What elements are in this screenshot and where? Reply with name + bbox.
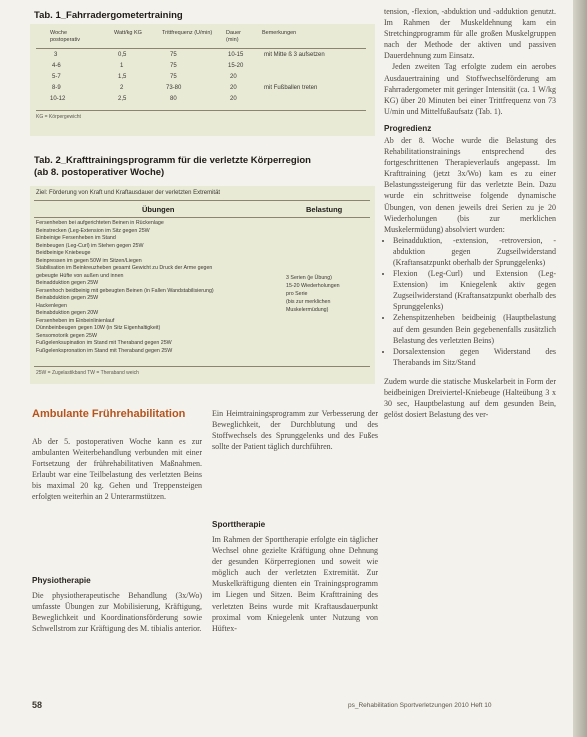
list-item: • Beinadduktion, -extension, -retroversion, -abduktion gegen Zugseilwiderstand (Kraftansatzpunkt oberhalb der Sprunggelenks) [393,235,556,268]
list-item: Fersenheben im Einbeinlinienlauf [36,317,115,324]
table1-cell: 8-9 [52,85,61,91]
table2-goal: Ziel: Förderung von Kraft und Kraftausdauer der verletzten Extremität [36,190,221,196]
table1-cell: 20 [230,74,237,80]
table1-cell: 4-6 [52,63,61,69]
table1-header-duration: Dauer (min) [226,30,241,43]
table2-title-line2: (ab 8. postoperativer Woche) [34,167,165,178]
section-heading-ambulante: Ambulante Frührehabilitation [32,408,186,420]
list-item: Fersenhoch beidbeinig mit gebeugten Beinen (in Fallen Wandstabilisierung) [36,287,214,294]
list-item: • Zehenspitzenheben beidbeinig (Hauptbelastung auf dem gesunden Bein gegebenenfalls zusätzlich Belastung des verletzten Beins) [393,312,556,345]
table1-cell: 0,5 [118,52,127,58]
table1 [30,24,375,136]
list-item: Sensomotorik gegen 25W [36,332,97,339]
page-binding-shadow [573,0,587,737]
paragraph: tension, -flexion, -abduktion und -adduktion genutzt. Im Rahmen der Muskeldehnung kam ein Stretchingprogramm für alle großen Muskelgruppen nach der Methode der aktiven und passiven Dauerdehnung zum Einsatz. [384,7,556,61]
table2-rule [34,200,370,201]
table1-header-remarks: Bemerkungen [262,30,297,36]
load-line: 3 Serien (je Übung) [286,275,332,281]
list-item: Fußgelenksupination im Stand mit Theraband gegen 25W [36,340,172,346]
table1-cell: 1 [120,63,124,69]
table1-cell: 80 [170,96,177,102]
table1-cell: 73-80 [166,85,182,91]
left-column-physio: Die physiotherapeutische Behandlung (3x/Wo) umfasste Übungen zur Mobilisierung, Kräftigung, Beweglichkeit und Koordinationsförderung sowie Schwellstrom zur Kräftigung des M. tibialis anterior. [32,591,202,634]
table1-cell: 2 [120,85,124,91]
table1-cell: 10-12 [50,96,66,102]
table1-cell: 10-15 [228,52,244,58]
physiotherapie-heading: Physiotherapie [32,576,91,585]
table1-cell: 20 [230,96,237,102]
table1-cell: 1,5 [118,74,127,80]
paragraph: Zudem wurde die statische Muskelarbeit in Form der beidbeinigen Dreiviertel-Kniebeuge (Halteübung 3 x 30 sec, Hauptbelastung auf dem gesunden Bein, gelöst dosiert Belastung des ver- [384,376,556,420]
table2 [30,186,375,384]
load-line: Muskelermüdung) [286,307,329,313]
table2-title-line1: Tab. 2_Krafttrainingsprogramm für die verletzte Körperregion [34,155,311,166]
table1-cell: 75 [170,63,177,69]
table1-cell: 15-20 [228,63,244,69]
list-item: • Dorsalextension gegen Widerstand des Therabands im Sitz/Stand [393,346,556,368]
table2-rule [34,366,370,367]
middle-column-sport: Im Rahmen der Sporttherapie erfolgte ein täglicher Wechsel ohne gezielte Kräftigung ohne Dehnung der gesunden Körperregionen und soweit wie möglich auch der verletzten Extremität. Zur Muskelkräftigung dienten ein Trainingsprogramm im Liegen und Sitzen. Beim Krafttraining des verletzten Beins wurde mit Kraftausdauerpunkt proximal vom Kniegelenk unter Nutzung von Hüftex- [212,535,378,633]
table2-rule [34,217,370,218]
table1-cell: mit Mitte ß 3 aufsetzen [264,52,325,58]
progredienz-heading: Progredienz [384,123,432,133]
table1-footnote: KG = Körpergewicht [36,114,81,120]
sporttherapie-heading: Sporttherapie [212,520,266,529]
list-item: gebeugte Hüfte von außen und innen [36,272,124,279]
list-item: Beinabduktion gegen 25W [36,295,99,301]
table2-load-description [286,274,340,314]
page-number: 58 [32,700,43,710]
table1-title: Tab. 1_Fahrradergometertraining [34,10,183,21]
running-footer: ps_Rehabilitation Sportverletzungen 2010 Heft 10 [348,702,492,709]
list-item: Einbeinige Fersenheben im Stand [36,235,116,241]
list-item: Fersenheben bei aufgerichteten Beinen in Rückenlage [36,220,164,226]
load-line: pro Serie [286,291,308,297]
right-column [384,6,556,420]
table2-header-load: Belastung [306,205,343,214]
table1-cell: mit Fußballen treten [264,85,318,91]
list-item: Beinpressen im gegen 50W im Sitzen/Liegen [36,257,142,264]
table2-header-exercises: Übungen [142,205,175,214]
list-item: Beidbeinige Kniebeuge [36,250,91,256]
table1-header-cadence: Trittfrequenz (U/min) [162,30,213,36]
table2-footnote: 25W = Zugelastikband TW = Theraband weich [36,370,139,376]
table1-cell: 20 [230,85,237,91]
table1-cell: 75 [170,52,177,58]
bullet-list [384,235,556,368]
list-item: Dünnbeinbeugen gegen 10W (in Sitz Eigenhaltigkeit) [36,325,161,331]
list-item: • Flexion (Leg-Curl) und Extension (Leg-Extension) im Kniegelenk aktiv gegen Zugseilwiderstand (Kraftansatzpunkt oberhalb des Sprunggelenks) [393,268,556,312]
paragraph: Jeden zweiten Tag erfolgte zudem ein aerobes Ausdauertraining und Stoffwechselförderung am Fahrradergometer mit geringer Intensität (ca. 1 W/kg KG) über 20 Minuten bei einer Trittfrequenz von 73 U/min und Mittelfußaufsatz (Tab. 1). [384,62,556,116]
table1-cell: 2,5 [118,96,127,102]
left-column-intro: Ab der 5. postoperativen Woche kann es zur ambulanten Weiterbehandlung verbunden mit einer Fortsetzung der frührehabilitativen Maßnahmen. Erlaubt war eine Teilbelastung des verletzten Beins bis maximal 20 kg. Gehen und Treppensteigen erfolgten weiterhin an 2 Unterarmstützen. [32,437,202,502]
list-item: Hackenlegen [36,302,67,309]
table1-cell: 5-7 [52,74,61,80]
list-item: Beinabduktion gegen 20W [36,310,99,316]
list-item: Beinstrecken (Leg-Extension im Sitz gegen 25W [36,227,150,234]
table1-header-watt: Watt/kg KG [114,30,142,36]
table1-cell: 3 [54,52,58,58]
table1-rule [36,110,366,111]
load-line: 15-20 Wiederholungen [286,283,340,289]
table1-rule [36,48,366,49]
list-item: Beinbeugen (Leg-Curl) im Stehen gegen 25W [36,242,144,249]
middle-column-text: Ein Heimtrainingsprogramm zur Verbesserung der Beweglichkeit, der Durchblutung und des Stoffwechsels des Sprunggelenks und des Fußes sollte der Patient täglich durchführen. [212,409,378,452]
list-item: Stabilisation im Beinkreuzheben gesamt Gewicht zu Druck der Arme gegen [36,265,213,271]
list-item: Beinadduktion gegen 25W [36,280,99,286]
load-line: (bis zur merklichen [286,299,331,305]
table1-cell: 75 [170,74,177,80]
paragraph: Ab der 8. Woche wurde die Belastung des Rehabilitationstrainings entsprechend des fortgeschrittenen Therapieverlaufs angepasst. Im Krafttraining (jetzt 3x/Wo) kam es zu einer Belastungssteigerung für das verletzte Bein. Dazu wurde ein schrittweise folgende dynamische Übungen, von denen jeweils drei Serien zu je 20 Wiederholungen (bis zur merklichen Muskelermüdung) absolviert wurden: [384,135,556,234]
table1-header-week: Woche postoperativ [50,30,80,43]
list-item: Fußgelenkspronation im Stand mit Theraband gegen 25W [36,347,173,354]
table2-exercise-list [36,220,214,355]
